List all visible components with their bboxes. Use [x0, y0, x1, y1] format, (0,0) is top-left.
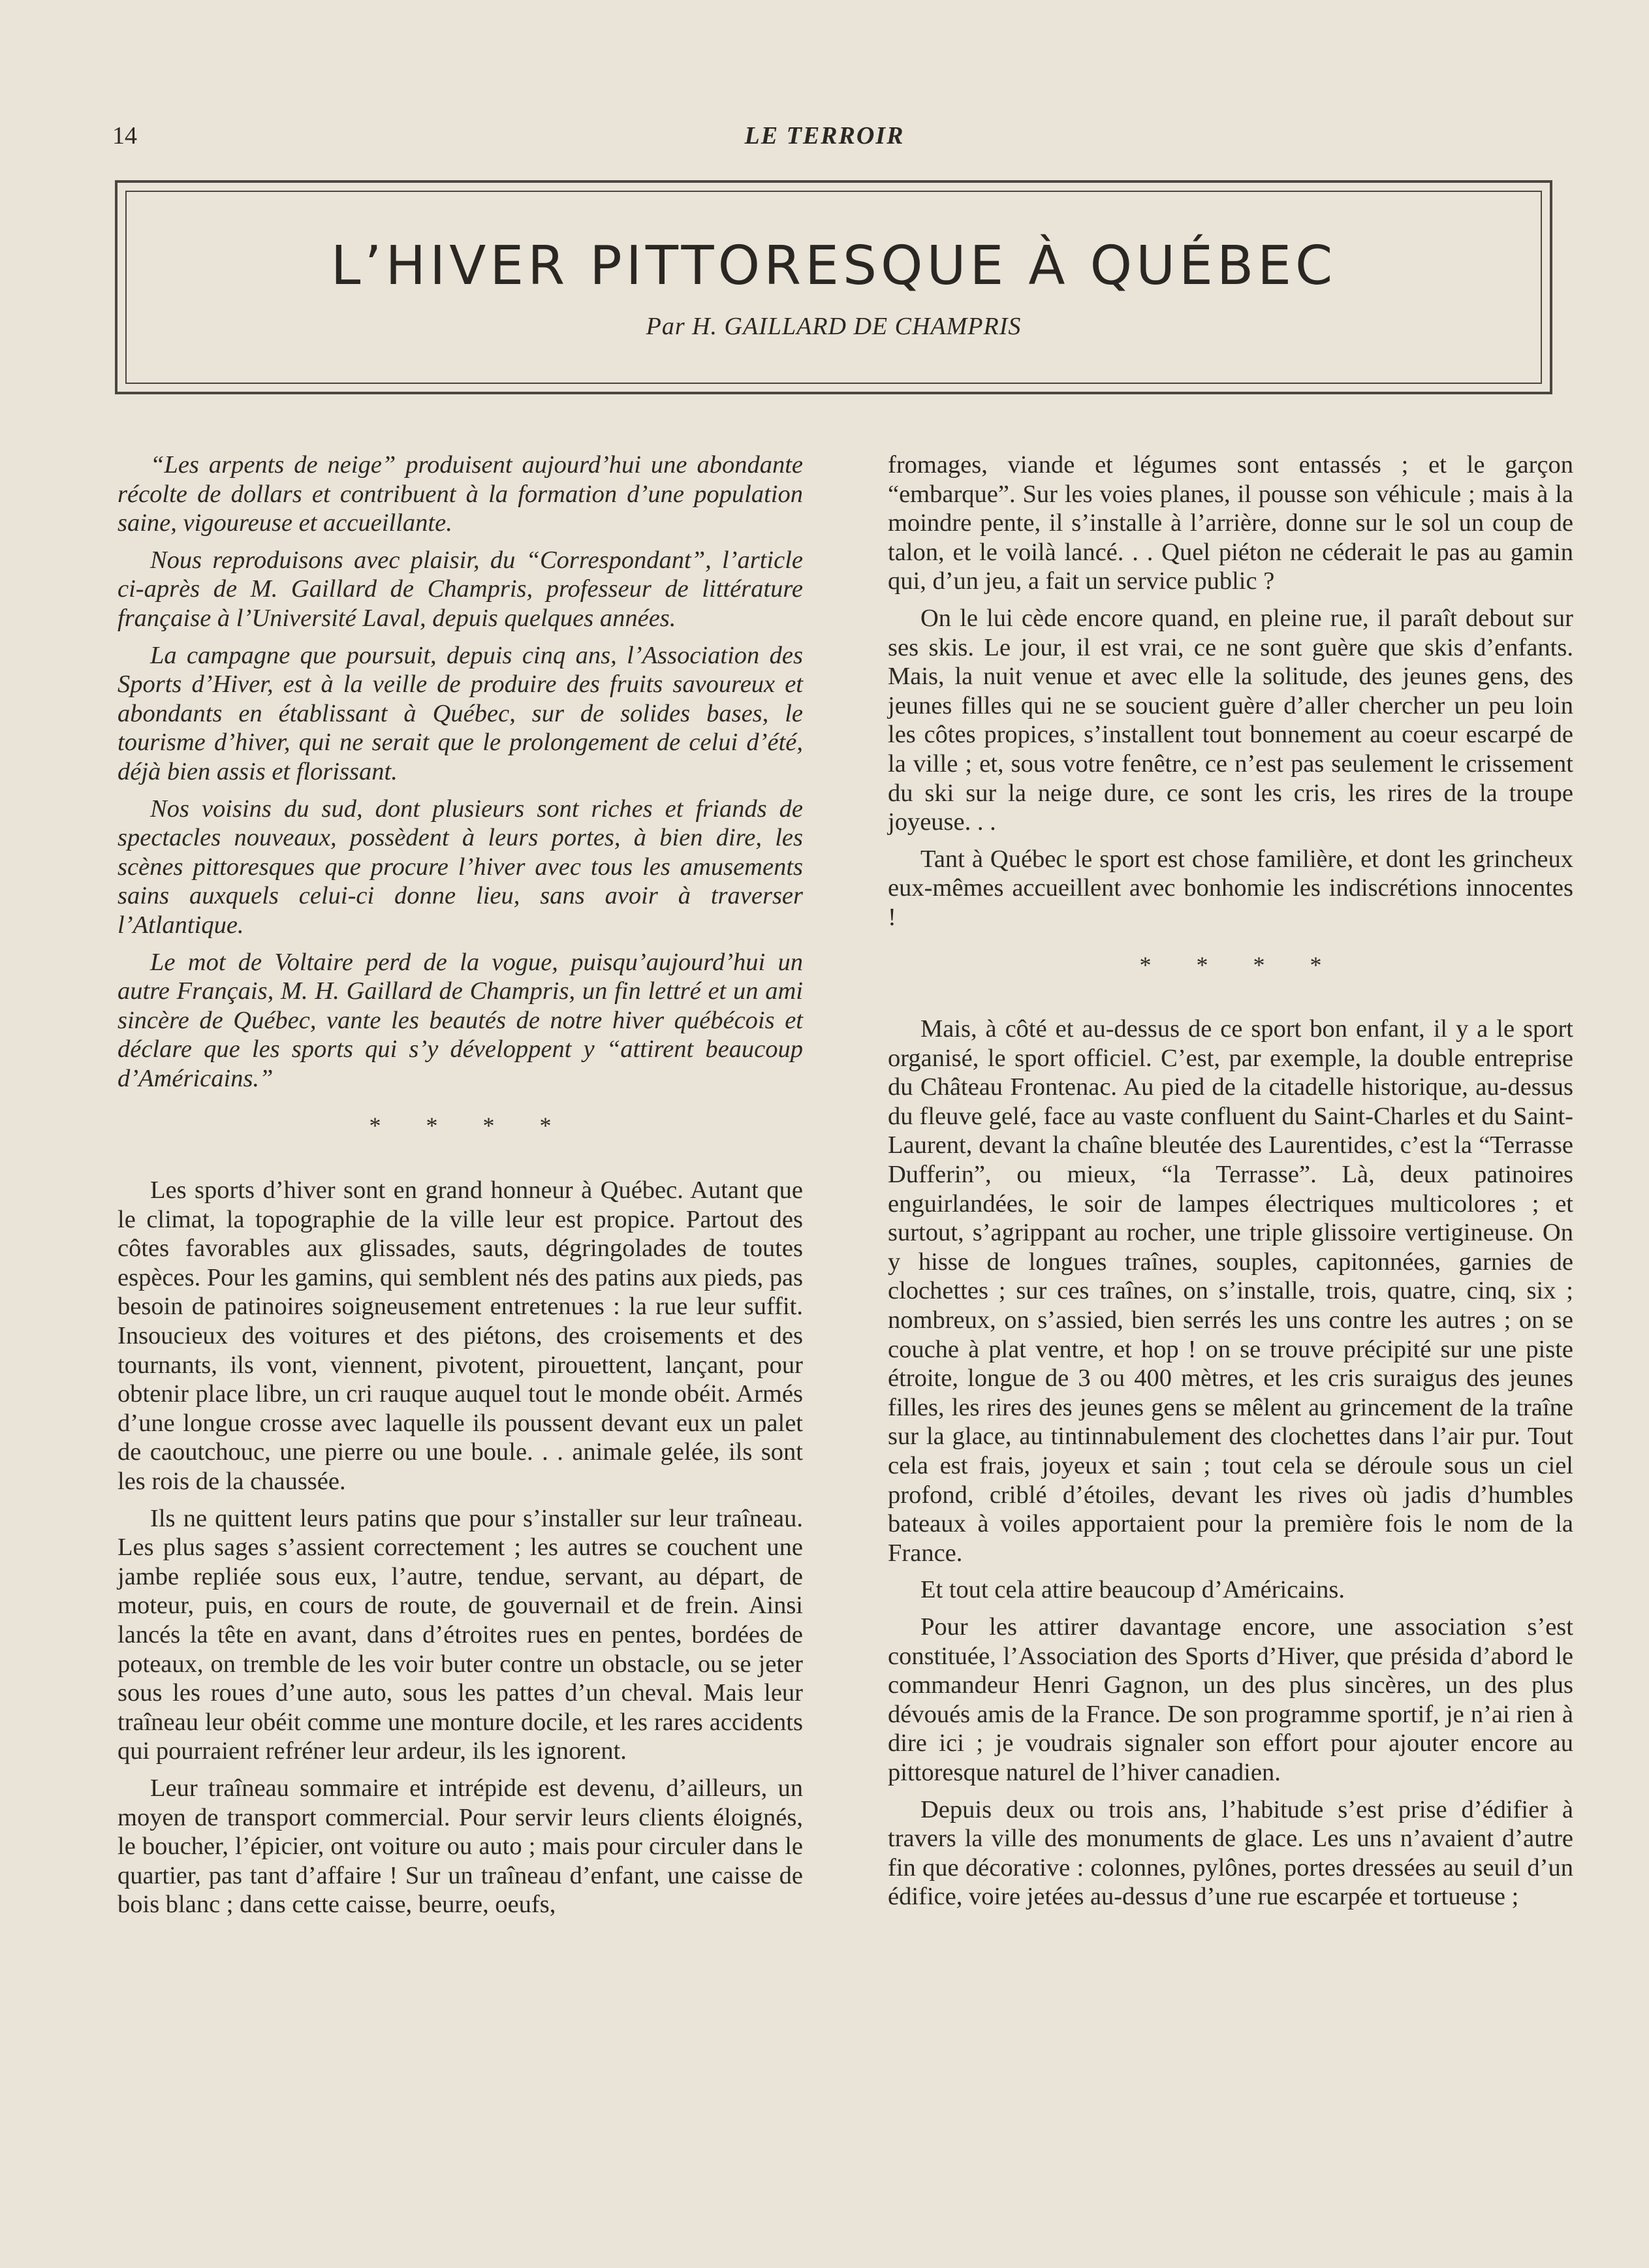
- intro-paragraph: Nous reproduisons avec plaisir, du “Correspondant”, l’article ci-après de M. Gaillard de Champris, professeur de littérature française à l’Université Laval, depuis quelques années.: [118, 546, 803, 632]
- left-column: [118, 450, 803, 1927]
- body-paragraph: Ils ne quittent leurs patins que pour s’installer sur leur traîneau. Les plus sages s’assient correctement ; les autres se couchent une jambe repliée sous eux, l’autre, tendue, servant, au départ, de moteur, puis, en cours de route, de gouvernail et de frein. Ainsi lancés la tête en avant, dans d’étroites rues en pentes, bordées de poteaux, on tremble de les voir buter contre un obstacle, ou se jeter sous les roues d’une auto, sous les pattes d’un cheval. Mais leur traîneau leur obéit comme une monture docile, et les rares accidents qui pourraient refréner leur ardeur, ils les ignorent.: [118, 1504, 803, 1765]
- section-separator: * * * *: [369, 1112, 571, 1139]
- running-head: [112, 121, 1537, 161]
- right-column: [888, 450, 1573, 1919]
- body-paragraph: Depuis deux ou trois ans, l’habitude s’est prise d’édifier à travers la ville des monuments de glace. Les uns n’avaient d’autre fin que décorative : colonnes, pylônes, portes dressées au seuil d’un édifice, voire jetées au-dessus d’une rue escarpée et tortueuse ;: [888, 1795, 1573, 1911]
- body-paragraph: Pour les attirer davantage encore, une association s’est constituée, l’Association des Sports d’Hiver, que présida d’abord le commandeur Henri Gagnon, un des plus sincères, un des plus dévoués amis de la France. De son programme sportif, je n’ai rien à dire ici ; je voudrais signaler son effort pour ajouter encore au pittoresque naturel de l’hiver canadien.: [888, 1613, 1573, 1786]
- intro-paragraph: “Les arpents de neige” produisent aujourd’hui une abondante récolte de dollars et contribuent à la formation d’une population saine, vigoureuse et accueillante.: [118, 451, 803, 537]
- body-paragraph: Les sports d’hiver sont en grand honneur à Québec. Autant que le climat, la topographie de la ville leur est propice. Partout des côtes favorables aux glissades, sauts, dégringolades de toutes espèces. Pour les gamins, qui semblent nés des patins aux pieds, pas besoin de patinoires soigneusement entretenues : la rue leur suffit. Insoucieux des voitures et des piétons, des croisements et des tournants, ils vont, viennent, pivotent, pirouettent, lançant, pour obtenir place libre, un cri rauque auquel tout le monde obéit. Armés d’une longue crosse avec laquelle ils poussent devant eux un palet de caoutchouc, une pierre ou une boule. . . animale gelée, ils sont les rois de la chaussée.: [118, 1176, 804, 1495]
- body-paragraph: On le lui cède encore quand, en pleine rue, il paraît debout sur ses skis. Le jour, il est vrai, ce ne sont guère que skis d’enfants. Mais, la nuit venue et avec elle la solitude, des jeunes gens, des jeunes filles qui ne se soucient guère d’aller chercher un peu loin les côtes propices, s’installent tout bonnement au coeur escarpé de la ville ; et, sous votre fenêtre, ce n’est pas seulement le crissement du ski sur la neige dure, ce sont les cris, les rires de la troupe joyeuse. . .: [888, 604, 1573, 836]
- body-paragraph: Et tout cela attire beaucoup d’Américains.: [920, 1576, 1345, 1604]
- intro-paragraph: Le mot de Voltaire perd de la vogue, puisqu’aujourd’hui un autre Français, M. H. Gaillard de Champris, un fin lettré et un ami sincère de Québec, vante les beautés de notre hiver québécois et déclare que les sports qui s’y développent y “attirent beaucoup d’Américains.”: [118, 948, 803, 1092]
- body-paragraph: fromages, viande et légumes sont entassés ; et le garçon “embarque”. Sur les voies planes, il pousse son véhicule ; mais à la moindre pente, il s’installe à l’arrière, donne sur le sol un coup de talon, et le voilà lancé. . . Quel piéton ne céderait le pas au gamin qui, d’un jeu, a fait un service public ?: [888, 451, 1573, 595]
- body-paragraph: Tant à Québec le sport est chose familière, et dont les grincheux eux-mêmes accueillent avec bonhomie les indiscrétions innocentes !: [888, 845, 1573, 931]
- title-frame: [115, 180, 1552, 394]
- page-number: 14: [112, 122, 137, 150]
- body-paragraph: Mais, à côté et au-dessus de ce sport bon enfant, il y a le sport organisé, le sport officiel. C’est, par exemple, la double entreprise du Château Frontenac. Au pied de la citadelle historique, au-dessus du fleuve gelé, face au vaste confluent du Saint-Charles et du Saint-Laurent, devant la chaîne bleutée des Laurentides, c’est la “Terrasse Dufferin”, ou mieux, “la Terrasse”. Là, deux patinoires enguirlandées, le soir de lampes électriques multicolores ; et surtout, s’agrippant au rocher, une triple glissoire vertigineuse. On y hisse de longues traînes, souples, capitonnées, garnies de clochettes ; sur ces traînes, on s’installe, trois, quatre, cinq, six ; nombreux, on s’assied, bien serrés les uns contre les autres ; on se couche à plat ventre, et hop ! on se trouve précipité sur une piste étroite, longue de 3 ou 400 mètres, et les cris suraigus des jeunes filles, les rires des jeunes gens se mêlent au grincement de la traîne sur la glace, au tintinnabulement des clochettes dans l’air pur. Tout cela est frais, joyeux et sain ; tout cela se déroule sous un ciel profond, criblé d’étoiles, devant les rives où jadis d’humbles bateaux à voiles apportaient pour la première fois le nom de la France.: [888, 1015, 1573, 1567]
- intro-paragraph: La campagne que poursuit, depuis cinq ans, l’Association des Sports d’Hiver, est à la veille de produire des fruits savoureux et abondants en établissant à Québec, sur de solides bases, le tourisme d’hiver, qui ne serait que le prolongement de celui d’été, déjà bien assis et florissant.: [118, 641, 803, 785]
- article-title: L’HIVER PITTORESQUE À QUÉBEC: [330, 235, 1337, 297]
- intro-paragraph: Nos voisins du sud, dont plusieurs sont riches et friands de spectacles nouveaux, possèdent à leurs portes, à bien dire, les scènes pittoresques que procure l’hiver avec tous les amusements sains auxquels celui-ci donne lieu, sans avoir à traverser l’Atlantique.: [118, 795, 803, 939]
- byline: Par H. GAILLARD DE CHAMPRIS: [646, 313, 1022, 340]
- journal-title: LE TERROIR: [744, 122, 905, 150]
- section-separator: * * * *: [1139, 951, 1342, 978]
- body-paragraph: Leur traîneau sommaire et intrépide est devenu, d’ailleurs, un moyen de transport commercial. Pour servir leurs clients éloignés, le boucher, l’épicier, ont voiture ou auto ; mais pour circuler dans le quartier, pas tant d’affaire ! Sur un traîneau d’enfant, une caisse de bois blanc ; dans cette caisse, beurre, oeufs,: [118, 1774, 803, 1919]
